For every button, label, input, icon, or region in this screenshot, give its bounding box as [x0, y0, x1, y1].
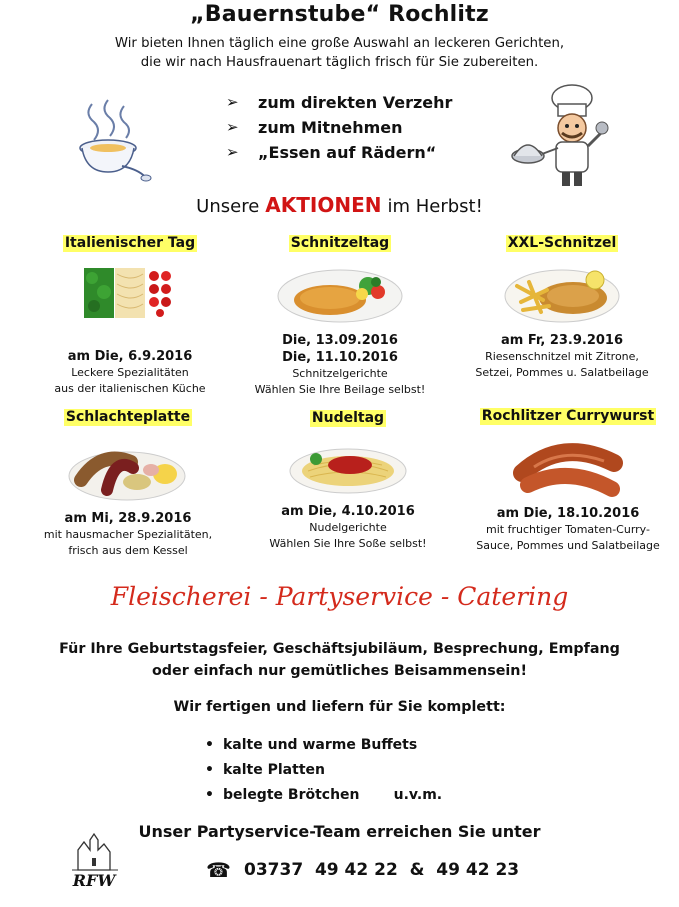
service-line-1: Für Ihre Geburtstagsfeier, Geschäftsjubiläum, Besprechung, Empfang: [59, 641, 620, 657]
aktionen-heading: Unsere AKTIONEN im Herbst!: [196, 193, 483, 217]
feature-item: ➢ zum Mitnehmen: [226, 115, 452, 140]
phone-number[interactable]: 03737 49 42 22 & 49 42 23: [244, 860, 520, 880]
card-desc: Leckere Spezialitäten aus der italienischen Küche: [54, 366, 206, 395]
promo-card-nudeltag: [258, 407, 438, 552]
logo-text: RFW: [72, 871, 116, 890]
contact-line: Unser Partyservice-Team erreichen Sie unter: [138, 822, 541, 841]
list-item: • belegte Brötchen u.v.m.: [205, 787, 443, 803]
intro-text: [0, 34, 679, 72]
card-desc: Riesenschnitzel mit Zitrone, Setzei, Pommes u. Salatbeilage: [475, 350, 649, 379]
feature-item: ➢ „Essen auf Rädern“: [226, 140, 452, 165]
arrow-icon: ➢: [226, 118, 239, 136]
card-date: am Mi, 28.9.2016: [64, 511, 192, 526]
soup-pot-icon: [62, 96, 152, 184]
promo-card-schnitzeltag: [250, 232, 430, 398]
schlachteplatte-image: [67, 434, 189, 504]
schnitzel-plate-image: [276, 260, 404, 326]
card-date: am Die, 4.10.2016: [281, 504, 415, 519]
service-line-3: Wir fertigen und liefern für Sie komplett:: [173, 699, 506, 715]
page-title: „Bauernstube“ Rochlitz: [190, 2, 489, 27]
list-item: • kalte Platten: [205, 762, 325, 778]
card-desc: Nudelgerichte Wählen Sie Ihre Soße selbst!: [269, 521, 427, 550]
card-title: Nudeltag: [311, 410, 385, 426]
phone-line: [206, 858, 519, 882]
service-headline: Fleischerei - Partyservice - Catering: [110, 582, 569, 611]
telephone-icon: ☎: [206, 858, 231, 882]
castle-logo: [64, 832, 124, 890]
card-desc: Schnitzelgerichte Wählen Sie Ihre Beilage selbst!: [254, 367, 426, 396]
feature-list: [226, 90, 452, 165]
xxl-schnitzel-image: [503, 260, 621, 326]
service-list: [205, 733, 442, 808]
italian-platter-image: [82, 260, 178, 324]
promo-card-rochlitzer-currywurst: [466, 405, 670, 554]
currywurst-image: [512, 433, 624, 499]
spaghetti-plate-image: [288, 435, 408, 497]
card-title: Italienischer Tag: [64, 235, 196, 251]
card-date: am Fr, 23.9.2016: [500, 333, 624, 348]
feature-item: ➢ zum direkten Verzehr: [226, 90, 452, 115]
promo-card-schlachteplatte: [38, 406, 218, 559]
card-desc: mit hausmacher Spezialitäten, frisch aus dem Kessel: [43, 528, 213, 557]
arrow-icon: ➢: [226, 93, 239, 111]
intro-line-2: die wir nach Hausfrauenart täglich frisch für Sie zubereiten.: [140, 55, 539, 70]
card-title: Schlachteplatte: [65, 409, 191, 425]
card-date: Die, 13.09.2016 Die, 11.10.2016: [282, 333, 398, 365]
card-date: am Die, 6.9.2016: [67, 349, 193, 364]
promo-card-italienischer-tag: [40, 232, 220, 397]
arrow-icon: ➢: [226, 143, 239, 161]
card-desc: mit fruchtiger Tomaten-Curry- Sauce, Pommes und Salatbeilage: [476, 523, 660, 552]
service-line-2: oder einfach nur gemütliches Beisammensein!: [151, 663, 528, 679]
list-item: • kalte und warme Buffets: [205, 737, 418, 753]
aktionen-highlight: AKTIONEN: [265, 193, 382, 217]
card-title: Rochlitzer Currywurst: [481, 408, 655, 424]
intro-line-1: Wir bieten Ihnen täglich eine große Auswahl an leckeren Gerichten,: [114, 36, 565, 51]
chef-icon: [510, 82, 610, 194]
card-date: am Die, 18.10.2016: [496, 506, 640, 521]
promo-card-xxl-schnitzel: [462, 232, 662, 381]
card-title: Schnitzeltag: [290, 235, 390, 251]
card-title: XXL-Schnitzel: [507, 235, 617, 251]
